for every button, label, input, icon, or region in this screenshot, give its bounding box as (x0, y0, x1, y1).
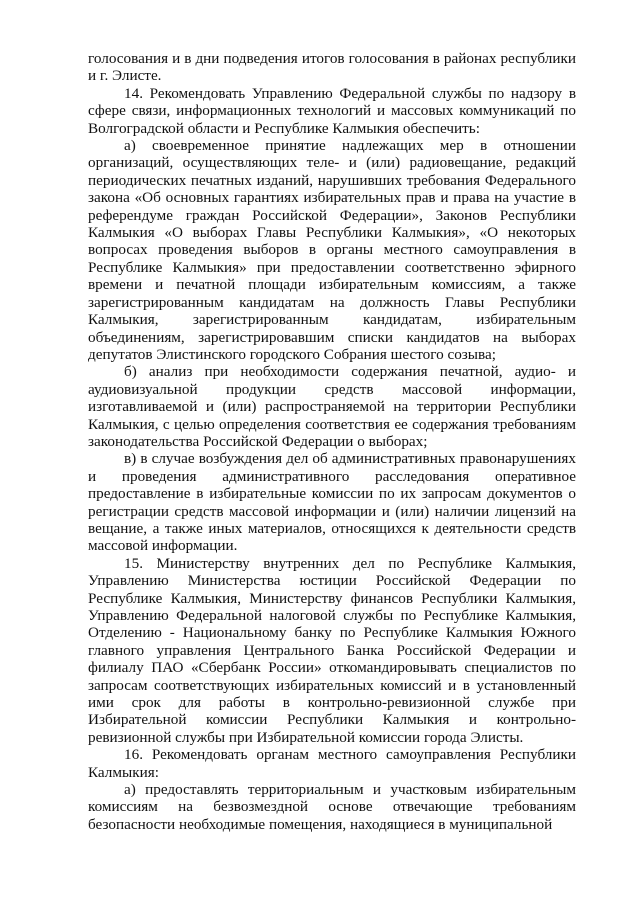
paragraph-item-14a: а) своевременное принятие надлежащих мер в отношении организаций, осуществляющих теле- и (или) радиовещание, редакций периодических печатных изданий, нарушивших требования Федерального закона «Об основных гарантиях избирательных прав и права на участие в референдуме граждан Российской Федерации», Законов Республики Калмыкия «О выборах Главы Республики Калмыкия», «О некоторых вопросах проведения выборов в органы местного самоуправления в Республике Калмыкия» при предоставлении соответственно эфирного времени и печатной площади избирательным комиссиям, а также зарегистрированным кандидатам на должность Главы Республики Калмыкия, зарегистрированным кандидатам, избирательным объединениям, зарегистрировавшим списки кандидатов на выборах депутатов Элистинского городского Собрания шестого созыва; (88, 137, 576, 363)
paragraph-item-14v: в) в случае возбуждения дел об административных правонарушениях и проведения административного расследования оперативное предоставление в избирательные комиссии по их запросам документов о регистрации средств массовой информации и (или) наличии лицензий на вещание, а также иных материалов, относящихся к деятельности средств массовой информации. (88, 450, 576, 555)
paragraph-item-14b: б) анализ при необходимости содержания печатной, аудио- и аудиовизуальной продукции средств массовой информации, изготавливаемой и (или) распространяемой на территории Республики Калмыкия, с целью определения соответствия ее содержания требованиям законодательства Российской Федерации о выборах; (88, 363, 576, 450)
paragraph-item-14: 14. Рекомендовать Управлению Федеральной службы по надзору в сфере связи, информационных технологий и массовых коммуникаций по Волгоградской области и Республике Калмыкия обеспечить: (88, 84, 576, 137)
paragraph-item-16a: а) предоставлять территориальным и участковым избирательным комиссиям на безвозмездной основе отвечающие требованиям безопасности необходимые помещения, находящиеся в муниципальной (88, 781, 576, 833)
paragraph-item-15: 15. Министерству внутренних дел по Республике Калмыкия, Управлению Министерства юстиции Российской Федерации по Республике Калмыкия, Министерству финансов Республики Калмыкия, Управлению Федеральной налоговой службы по Республике Калмыкия, Отделению - Национальному банку по Республике Калмыкия Южного главного управления Центрального Банка Российской Федерации и филиалу ПАО «Сбербанк России» откомандировывать специалистов по запросам соответствующих избирательных комиссий и в установленный ими срок для работы в контрольно-ревизионной службе при Избирательной комиссии Республики Калмыкия и контрольно-ревизионной службы при Избирательной комиссии города Элисты. (88, 554, 576, 746)
document-page (88, 50, 576, 833)
paragraph-item-16: 16. Рекомендовать органам местного самоуправления Республики Калмыкия: (88, 746, 576, 781)
paragraph-continuation: голосования и в дни подведения итогов голосования в районах республики и г. Элисте. (88, 50, 576, 85)
